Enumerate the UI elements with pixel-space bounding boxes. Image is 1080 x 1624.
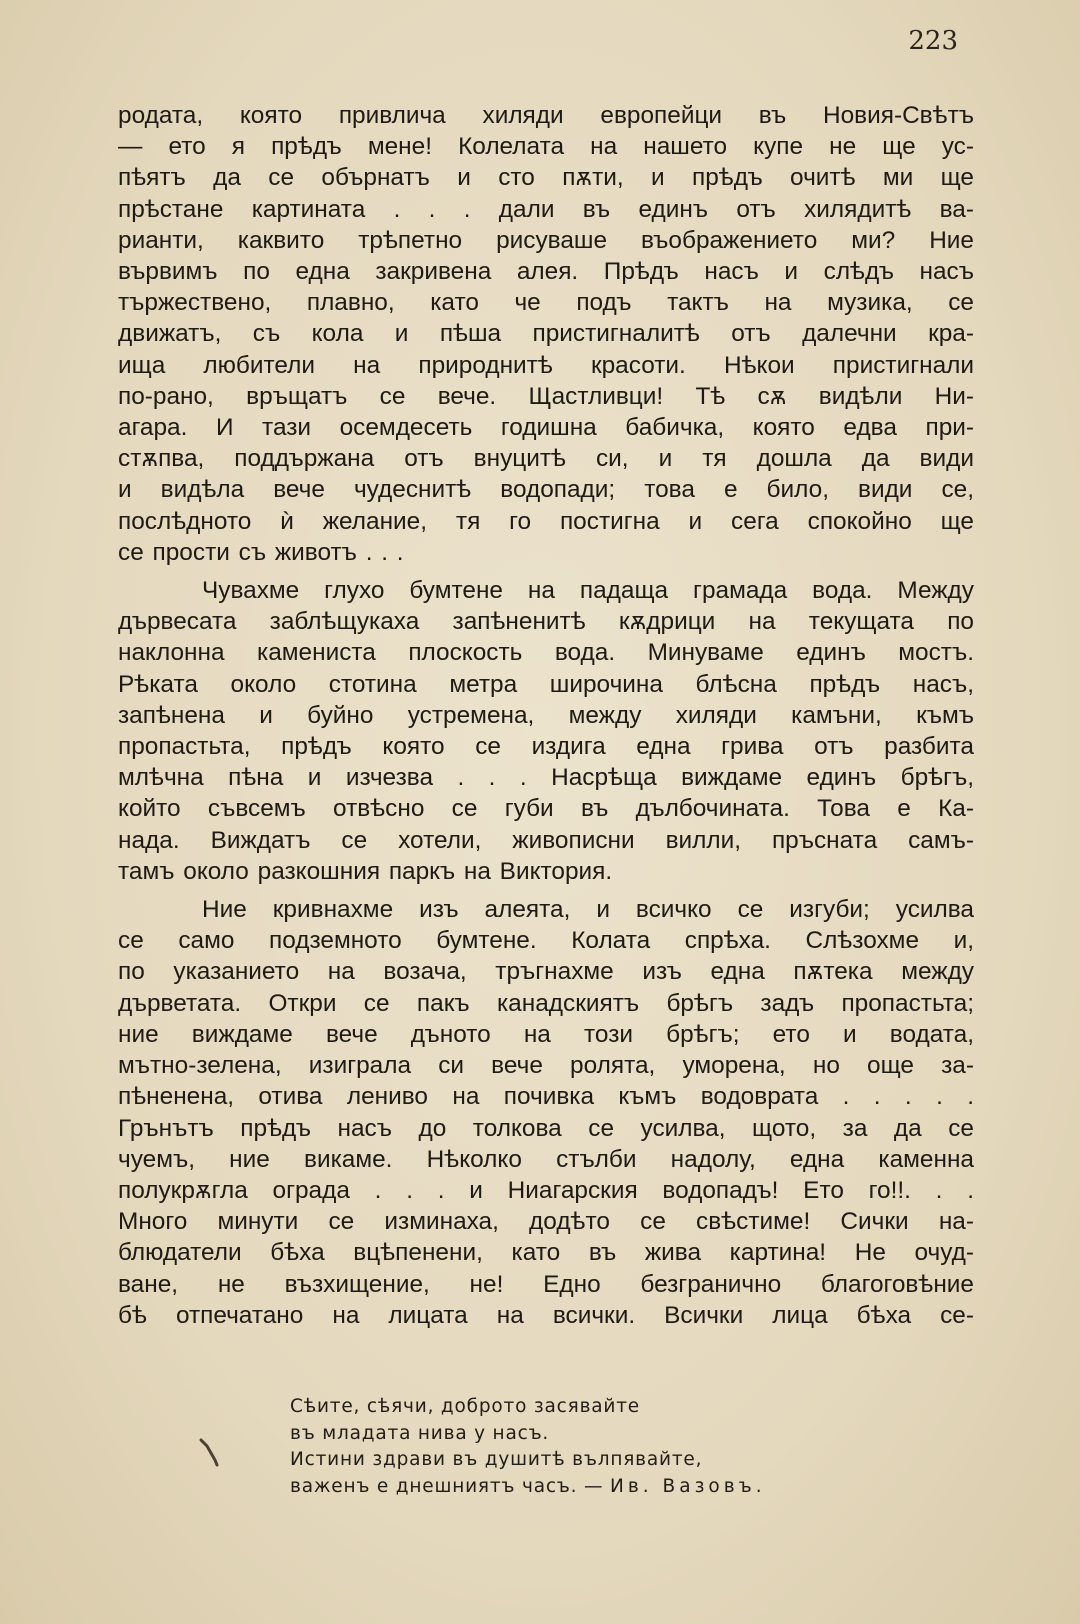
text-line: ване, не възхищение, не! Едно безгранично благоговѣние — [118, 1270, 974, 1298]
text-line: прѣстане картината . . . дали въ единъ отъ хилядитѣ ва- — [118, 195, 974, 223]
text-line: блюдатели бѣха вцѣпенени, като въ жива картина! Не очуд- — [118, 1239, 974, 1267]
paragraph-3 — [118, 894, 974, 1331]
text-line: пропастьта, прѣдъ която се издига една грива отъ разбита — [118, 733, 974, 761]
text-line: пѣненена, отива лениво на почивка къмъ водоврата . . . . . — [118, 1083, 974, 1111]
text-line: стѫпва, поддържана отъ внуцитѣ си, и тя дошла да види — [118, 445, 974, 473]
text-line: млѣчна пѣна и изчезва . . . Насрѣща виждаме единъ брѣгъ, — [118, 764, 974, 792]
text-line: запѣнена и буйно устремена, между хиляди камъни, къмъ — [118, 701, 974, 729]
poem-line: въ младата нива у насъ. — [290, 1422, 550, 1444]
text-line: дърветата. Откри се пакъ канадскиятъ брѣгъ задъ пропастьта; — [118, 989, 974, 1017]
text-line: чуемъ, ние викаме. Нѣколко стълби надолу, една каменна — [118, 1145, 974, 1173]
text-line: по указанието на возача, тръгнахме изъ една пѫтека между — [118, 958, 974, 986]
text-line: наклонна камениста плоскость вода. Минуваме единъ мостъ. — [118, 639, 974, 667]
text-line: тамъ около разкошния паркъ на Виктория. — [118, 857, 613, 885]
text-line: ища любители на природнитѣ красоти. Нѣкои пристигнали — [118, 351, 974, 379]
poem-line: Сѣите, сѣячи, доброто засявайте — [290, 1396, 640, 1417]
text-line: Грънътъ прѣдъ насъ до толкова се усилва, щото, за да се — [118, 1114, 974, 1142]
text-line: и видѣла вече чудеснитѣ водопади; това е било, види се, — [118, 476, 974, 504]
text-line: Рѣката около стотина метра широчина блѣсна прѣдъ насъ, — [118, 670, 974, 698]
pencil-mark-icon — [198, 1438, 220, 1468]
text-line: послѣдното ѝ желание, тя го постигна и сега спокойно ще — [118, 507, 974, 535]
text-line: — ето я прѣдъ мене! Колелата на нашето купе не ще ус- — [118, 133, 974, 161]
poem-line-last — [290, 1474, 766, 1501]
text-line: ние виждаме вече дъното на този брѣгъ; ето и водата, — [118, 1020, 974, 1048]
text-line: пѣятъ да се обърнатъ и сто пѫти, и прѣдъ очитѣ ми ще — [118, 164, 974, 192]
paragraph-2 — [118, 575, 974, 887]
text-line: който съвсемъ отвѣсно се губи въ дълбочината. Това е Ка- — [118, 795, 974, 823]
text-line: Много минути се изминаха, додѣто се свѣстиме! Сички на- — [118, 1208, 974, 1236]
text-line: родата, която привлича хиляди европейци въ Новия-Свѣтъ — [118, 102, 974, 129]
text-line: полукрѫгла ограда . . . и Ниагарския водопадъ! Ето го!!. . . — [118, 1176, 974, 1204]
text-line: тържествено, плавно, като че подъ тактъ на музика, се — [118, 289, 974, 317]
text-line: Чувахме глухо бумтене на падаща грамада вода. Между — [202, 577, 974, 605]
poem-line: Истини здрави въ душитѣ вълпявайте, — [290, 1449, 703, 1470]
text-line: рианти, каквито трѣпетно рисуваше въображението ми? Ние — [118, 226, 974, 254]
text-line: се прости съ животъ . . . — [118, 538, 404, 566]
text-line: Ние кривнахме изъ алеята, и всичко се изгуби; усилва — [202, 896, 974, 924]
text-line: дървесата заблѣщукаха запѣненитѣ кѫдрици на текущата по — [118, 608, 974, 636]
text-line: нада. Виждатъ се хотели, живописни вилли, пръсната самъ- — [118, 826, 974, 854]
text-line: вървимъ по една закривена алея. Прѣдъ насъ и слѣдъ насъ — [118, 258, 974, 286]
epigraph-poem — [290, 1394, 766, 1500]
main-text — [118, 100, 974, 1338]
text-line: движатъ, съ кола и пѣша пристигналитѣ отъ далечни кра- — [118, 320, 974, 348]
poem-author: Ив. Вазовъ. — [610, 1475, 766, 1497]
text-line: се само подземното бумтене. Колата спрѣха. Слѣзохме и, — [118, 927, 974, 955]
text-line: мътно-зелена, изиграла си вече ролята, уморена, но още за- — [118, 1052, 974, 1080]
poem-line-text: важенъ е днешниятъ часъ. — — [290, 1475, 611, 1497]
page-number: 223 — [908, 26, 958, 56]
text-line: агара. И тази осемдесеть годишна бабичка, която едва при- — [118, 414, 974, 442]
text-line: по-рано, връщатъ се вече. Щастливци! Тѣ сѫ видѣли Ни- — [118, 382, 974, 410]
text-line: бѣ отпечатано на лицата на всички. Всички лица бѣха се- — [118, 1301, 974, 1329]
paragraph-1 — [118, 100, 974, 568]
